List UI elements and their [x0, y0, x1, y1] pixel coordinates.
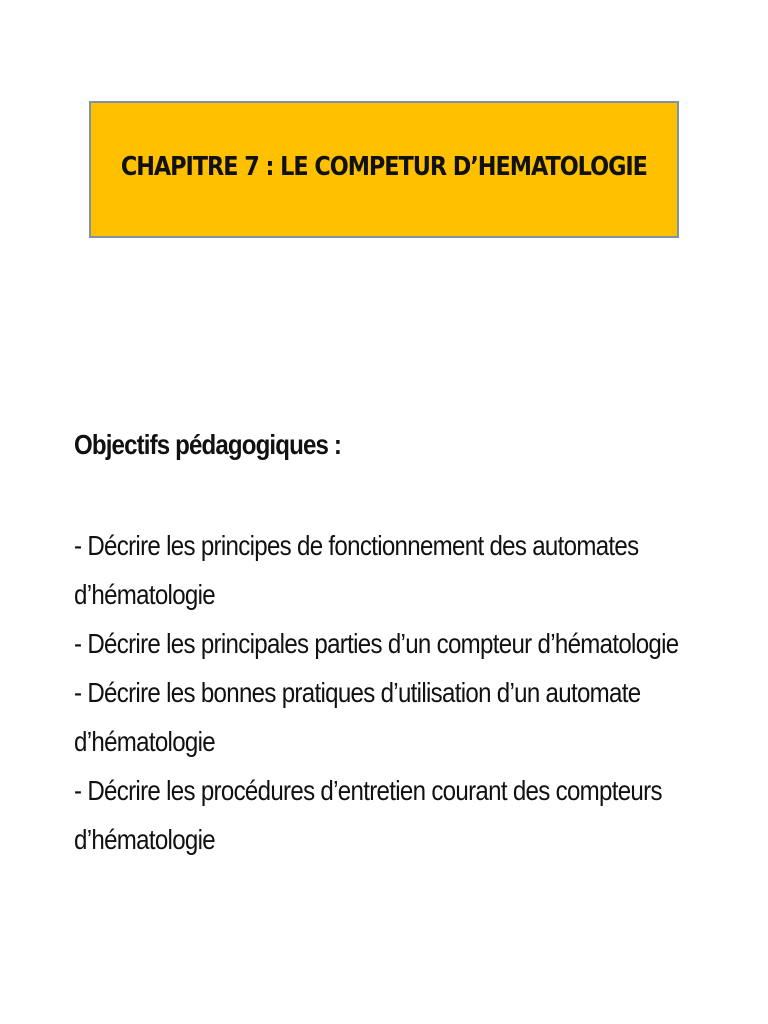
objectives-heading: Objectifs pédagogiques : — [74, 429, 342, 460]
chapter-title: CHAPITRE 7 : LE COMPETUR D’HEMATOLOGIE — [120, 151, 648, 182]
objectives-list — [74, 521, 714, 864]
objective-item-4: - Décrire les procédures d’entretien courant des compteurs d’hématologie — [74, 775, 662, 855]
objective-item-2: - Décrire les principales parties d’un compteur d’hématologie — [74, 628, 679, 659]
objectives-section — [74, 425, 714, 864]
objective-item-1: - Décrire les principes de fonctionnement des automates d’hématologie — [74, 530, 639, 610]
objective-item-3: - Décrire les bonnes pratiques d’utilisation d’un automate d’hématologie — [74, 677, 641, 757]
chapter-title-box — [89, 101, 679, 238]
